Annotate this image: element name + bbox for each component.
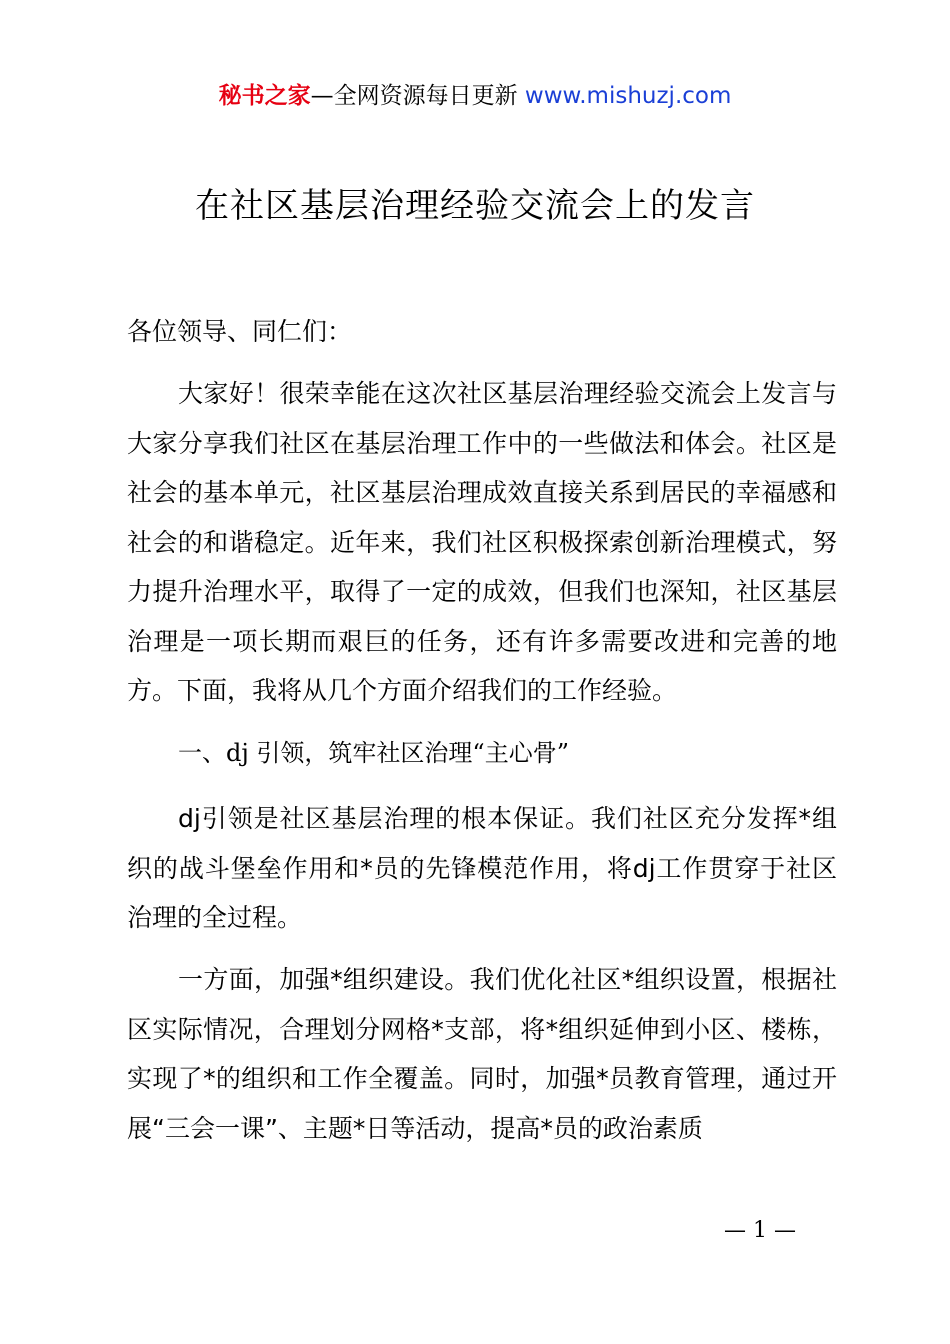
header-tagline: —全网资源每日更新: [310, 83, 518, 109]
paragraph-party-leadership: dj引领是社区基层治理的根本保证。我们社区充分发挥*组织的战斗堡垒作用和*员的先锋模范作用，将dj工作贯穿于社区治理的全过程。: [127, 804, 837, 932]
document-title: 在社区基层治理经验交流会上的发言: [195, 186, 755, 226]
page-number: — 1 —: [724, 1218, 796, 1243]
section-heading: 一、dj 引领，筑牢社区治理“主心骨”: [178, 739, 569, 767]
site-header: [0, 80, 950, 112]
brand-name: 秘书之家: [218, 83, 311, 109]
paragraph-intro: 大家好！很荣幸能在这次社区基层治理经验交流会上发言与大家分享我们社区在基层治理工作中的一些做法和体会。社区是社会的基本单元，社区基层治理成效直接关系到居民的幸福感和社会的和谐稳定。近年来，我们社区积极探索创新治理模式，努力提升治理水平，取得了一定的成效，但我们也深知，社区基层治理是一项长期而艰巨的任务，还有许多需要改进和完善的地方。下面，我将从几个方面介绍我们的工作经验。: [127, 379, 837, 705]
site-url-link[interactable]: www.mishuzj.com: [524, 83, 732, 109]
paragraph-organization-building: 一方面，加强*组织建设。我们优化社区*组织设置，根据社区实际情况，合理划分网格*支部，将*组织延伸到小区、楼栋，实现了*的组织和工作全覆盖。同时，加强*员教育管理，通过开展“三会一课”、主题*日等活动，提高*员的政治素质: [127, 965, 837, 1143]
salutation: 各位领导、同仁们：: [127, 317, 353, 346]
